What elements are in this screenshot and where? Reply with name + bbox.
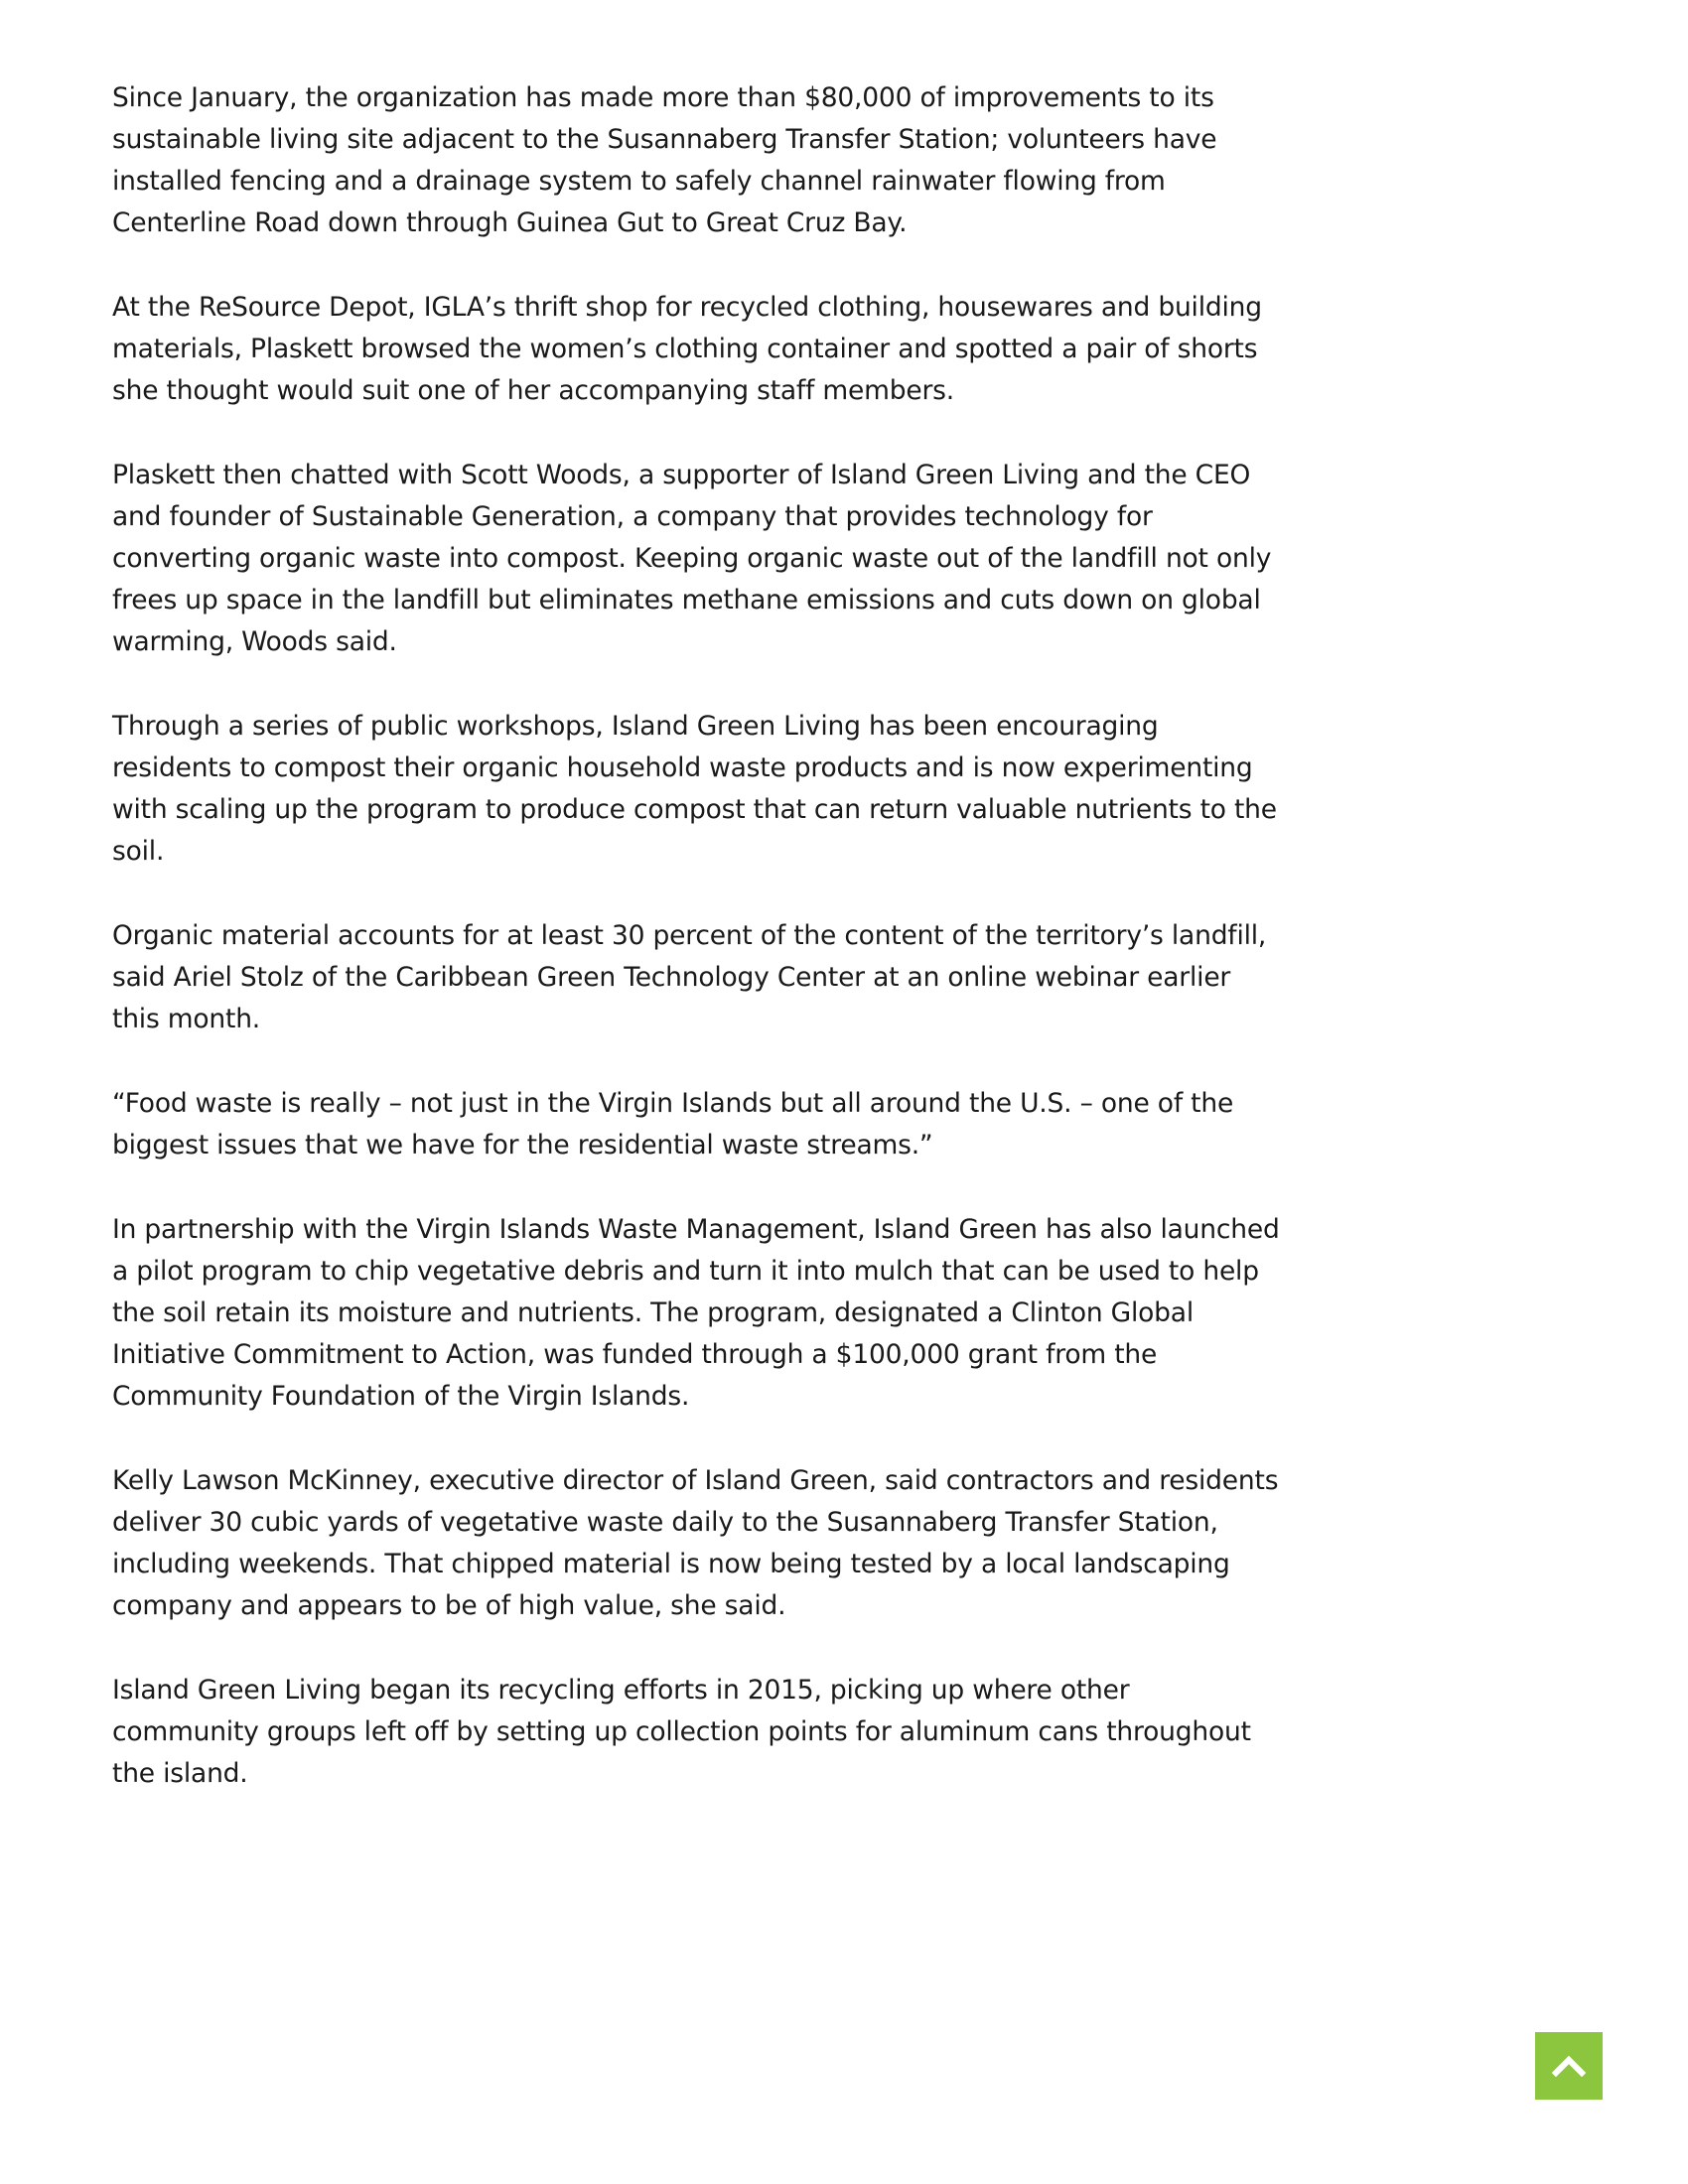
article-paragraph: Island Green Living began its recycling efforts in 2015, picking up where other community groups left off by setting up collection points for aluminum cans throughout the island. bbox=[112, 1675, 1251, 1789]
article-paragraph: Plaskett then chatted with Scott Woods, a supporter of Island Green Living and the CEO and founder of Sustainable Generation, a company that provides technology for converting organic waste into compost. Keeping organic waste out of the landfill not only frees up space in the landfill but eliminates methane emissions and cuts down on global warming, Woods said. bbox=[112, 460, 1272, 657]
article-paragraph: Kelly Lawson McKinney, executive director of Island Green, said contractors and residents deliver 30 cubic yards of vegetative waste daily to the Susannaberg Transfer Station, including weekends. That chipped material is now being tested by a local landscaping company and appears to be of high value, she said. bbox=[112, 1465, 1279, 1621]
article-paragraph: At the ReSource Depot, IGLA’s thrift shop for recycled clothing, housewares and building materials, Plaskett browsed the women’s clothing container and spotted a pair of shorts she thought would suit one of her accompanying staff members. bbox=[112, 292, 1262, 406]
article-paragraph: Through a series of public workshops, Island Green Living has been encouraging residents to compost their organic household waste products and is now experimenting with scaling up the program to produce compost that can return valuable nutrients to the soil. bbox=[112, 711, 1277, 867]
chevron-up-icon bbox=[1552, 2055, 1586, 2077]
back-to-top-button[interactable] bbox=[1535, 2032, 1603, 2100]
article-paragraph: Since January, the organization has made more than $80,000 of improvements to its sustainable living site adjacent to the Susannaberg Transfer Station; volunteers have installed fencing and a drainage system to safely channel rainwater flowing from Centerline Road down through Guinea Gut to Great Cruz Bay. bbox=[112, 82, 1217, 238]
article-paragraph: “Food waste is really – not just in the Virgin Islands but all around the U.S. – one of the biggest issues that we have for the residential waste streams.” bbox=[112, 1088, 1234, 1160]
article-paragraph: Organic material accounts for at least 30 percent of the content of the territory’s landfill, said Ariel Stolz of the Caribbean Green Technology Center at an online webinar earlier this month. bbox=[112, 920, 1267, 1034]
article-body bbox=[112, 77, 1284, 1838]
article-paragraph: In partnership with the Virgin Islands Waste Management, Island Green has also launched a pilot program to chip vegetative debris and turn it into mulch that can be used to help the soil retain its moisture and nutrients. The program, designated a Clinton Global Initiative Commitment to Action, was funded through a $100,000 grant from the Community Foundation of the Virgin Islands. bbox=[112, 1214, 1280, 1412]
